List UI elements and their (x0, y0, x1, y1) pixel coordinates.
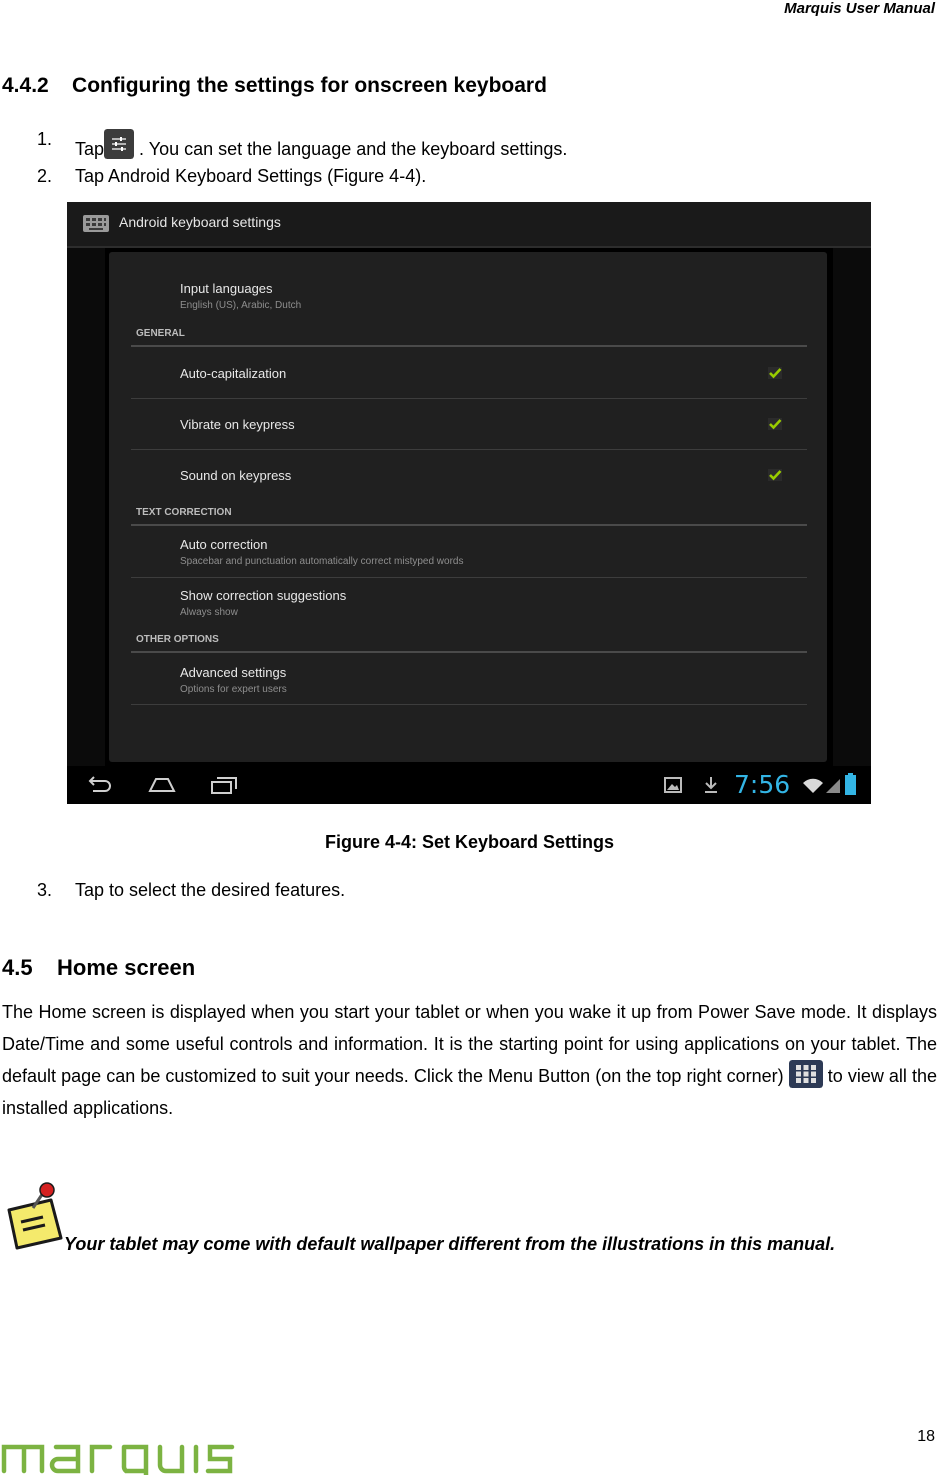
back-icon[interactable] (85, 776, 113, 794)
settings-list (109, 252, 827, 762)
keyboard-settings-screenshot (67, 202, 871, 804)
action-bar (67, 202, 871, 248)
status-clock: 7:56 (734, 770, 791, 799)
setting-auto-correction-desc: Spacebar and punctuation automatically correct mistyped words (180, 556, 464, 567)
setting-input-languages[interactable]: Input languages (180, 281, 273, 296)
keyboard-icon (83, 215, 109, 232)
setting-vibrate-on-keypress[interactable]: Vibrate on keypress (180, 417, 295, 432)
setting-advanced-settings[interactable]: Advanced settings (180, 665, 287, 680)
setting-show-correction-suggestions-value: Always show (180, 607, 238, 618)
section-general: GENERAL (136, 328, 185, 339)
download-icon (704, 776, 718, 794)
gallery-icon (664, 777, 682, 793)
wallpaper-note: Your tablet may come with default wallpaper different from the illustrations in this manual. (64, 1234, 836, 1254)
system-navigation-bar (67, 766, 871, 804)
sound-check-icon[interactable] (768, 469, 782, 481)
home-icon[interactable] (147, 776, 177, 794)
battery-icon (845, 773, 856, 795)
auto-capitalization-check-icon[interactable] (768, 367, 782, 379)
step-1: 1. Tap . You can set the language and the keyboard settings. (37, 129, 568, 159)
setting-sound-on-keypress[interactable]: Sound on keypress (180, 468, 292, 483)
step-3: 3. Tap to select the desired features. (37, 880, 346, 900)
manual-header: Marquis User Manual (784, 0, 935, 17)
recent-apps-icon[interactable] (210, 775, 238, 795)
setting-auto-capitalization[interactable]: Auto-capitalization (180, 366, 287, 381)
figure-caption: Figure 4-4: Set Keyboard Settings (324, 832, 615, 852)
section-heading-4-4-2: 4.4.2 Configuring the settings for onscreen keyboard (2, 74, 547, 97)
signal-icon (825, 778, 841, 794)
setting-show-correction-suggestions[interactable]: Show correction suggestions (180, 588, 347, 603)
section-text-correction: TEXT CORRECTION (136, 507, 232, 518)
section-heading-4-5: 4.5 Home screen (2, 955, 196, 980)
menu-grid-icon (789, 1060, 823, 1088)
screen-title: Android keyboard settings (119, 214, 281, 230)
step-2: 2. Tap Android Keyboard Settings (Figure 4-4). (37, 166, 427, 186)
vibrate-check-icon[interactable] (768, 418, 782, 430)
marquis-logo (0, 1437, 268, 1475)
settings-sliders-icon (104, 129, 134, 159)
setting-advanced-settings-desc: Options for expert users (180, 684, 287, 695)
setting-input-languages-value: English (US), Arabic, Dutch (180, 300, 302, 311)
page-number: 18 (917, 1428, 935, 1445)
wifi-icon (802, 778, 824, 794)
section-other-options: OTHER OPTIONS (136, 634, 219, 645)
setting-auto-correction[interactable]: Auto correction (180, 537, 268, 552)
home-screen-paragraph: The Home screen is displayed when you start your tablet or when you wake it up from Power Save mode. It displays Date/Time and some useful controls and information. It is the starting point for using applications on your tablet. The default page can be customized to suit your needs. Click the Menu Button (on the top right corner) to view all the installed applications. (2, 1002, 937, 1118)
